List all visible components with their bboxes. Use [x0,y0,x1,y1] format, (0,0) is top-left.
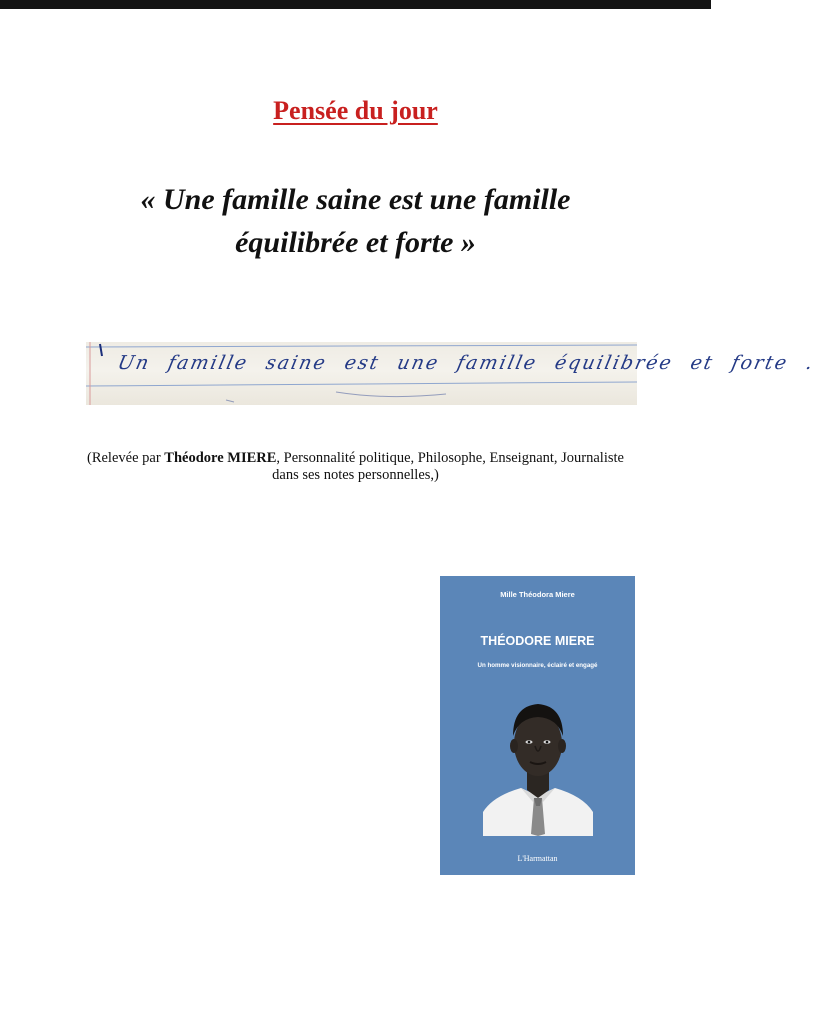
caption-suffix: , Personnalité politique, Philosophe, Enseignant, Journaliste [276,450,624,466]
top-bar [0,0,711,9]
book-publisher: L'Harmattan [517,854,558,863]
caption-author-name: Théodore MIERE [164,450,277,466]
author-portrait [483,684,593,836]
caption-line-1 [60,450,651,467]
quote-line-2: équilibrée et forte » [235,226,476,259]
caption-line-2: dans ses notes personnelles,) [272,467,439,483]
book-title: THÉODORE MIERE [480,634,595,648]
page-title: Pensée du jour [273,96,438,125]
quote-line-1: « Une famille saine est une famille [140,183,571,216]
manuscript-image [86,342,817,405]
caption [60,450,651,484]
caption-prefix: (Relevée par [87,450,165,466]
quote-block [40,178,671,264]
handwritten-quote: Un famille saine est une famille équilibrée et forte . [115,352,817,374]
book-cover [440,576,635,875]
book-subtitle: Un homme visionnaire, éclairé et engagé [477,662,598,669]
book-author: Mille Théodora Miere [500,590,575,599]
